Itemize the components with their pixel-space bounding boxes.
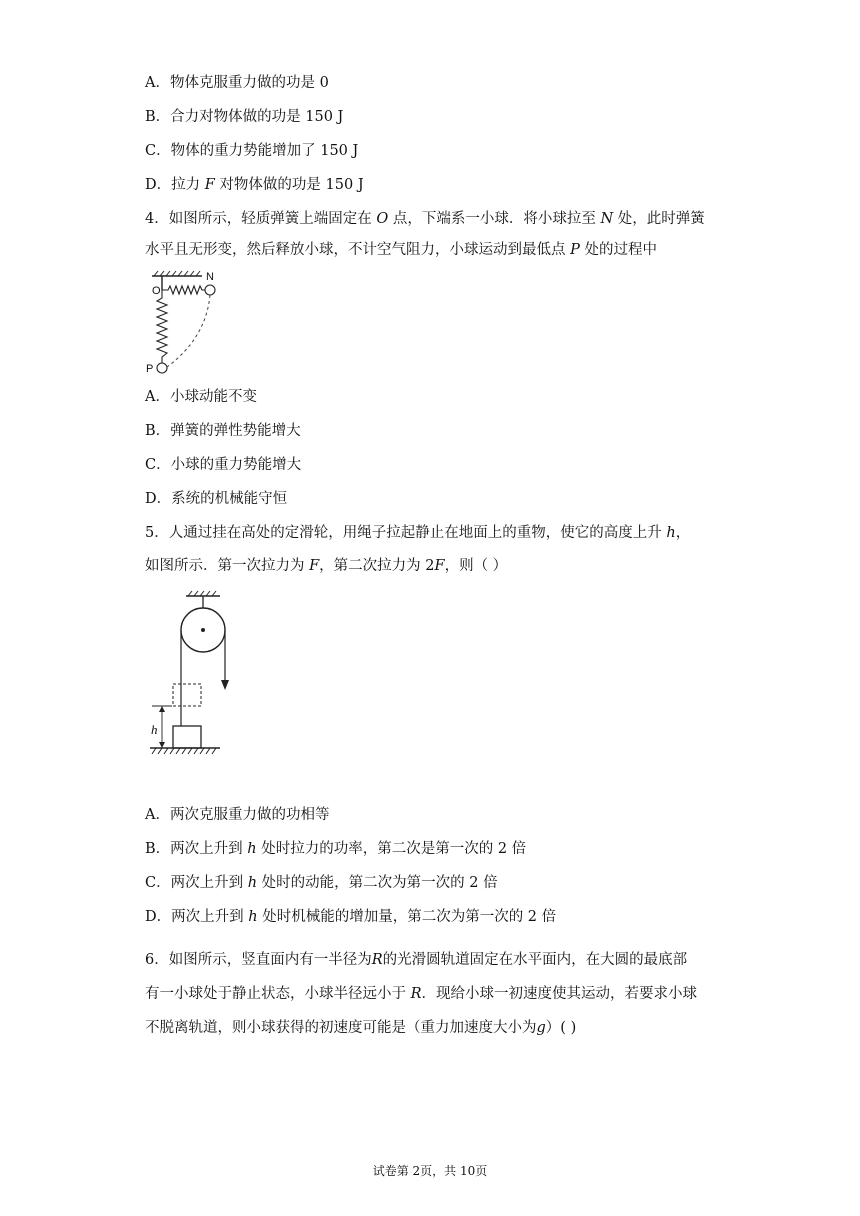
q4-option-d: D．系统的机械能守恒 xyxy=(145,491,288,507)
q4-label-o: O xyxy=(152,285,161,297)
q5-option-a: A．两次克服重力做的功相等 xyxy=(145,807,330,823)
q5-label-h: h xyxy=(151,722,158,737)
q5-option-d: D．两次上升到 h 处时机械能的增加量，第二次为第一次的 2 倍 xyxy=(145,909,557,925)
q4-label-p: P xyxy=(146,363,154,375)
arrow-down-icon xyxy=(221,680,229,690)
dashed-box xyxy=(173,684,201,706)
q4-option-c: C．小球的重力势能增大 xyxy=(145,457,302,473)
q5-option-c: C．两次上升到 h 处时的动能，第二次为第一次的 2 倍 xyxy=(145,875,498,891)
q4-label-n: N xyxy=(206,271,214,283)
q5-pulley-figure xyxy=(140,588,260,762)
q4-option-b: B．弹簧的弹性势能增大 xyxy=(145,423,301,439)
q5-stem-line2: 如图所示．第一次拉力为 F，第二次拉力为 2F，则（ ） xyxy=(145,558,508,574)
weight-box xyxy=(173,726,201,748)
q4-stem-line2: 水平且无形变，然后释放小球，不计空气阻力，小球运动到最低点 P 处的过程中 xyxy=(145,242,657,258)
q5-stem-line1: 5．人通过挂在高处的定滑轮，用绳子拉起静止在地面上的重物，使它的高度上升 h， xyxy=(145,525,691,541)
dashed-trajectory xyxy=(167,295,210,367)
q4-stem-line1: 4．如图所示，轻质弹簧上端固定在 O 点，下端系一小球．将小球拉至 N 处，此时弹簧 xyxy=(145,211,705,227)
q3-option-a: A．物体克服重力做的功是 0 xyxy=(145,75,329,91)
ball-at-p xyxy=(157,363,167,373)
q6-stem-line2: 有一小球处于静止状态，小球半径远小于 R．现给小球一初速度使其运动，若要求小球 xyxy=(145,986,698,1002)
ball-at-n xyxy=(205,285,215,295)
q3-option-c: C．物体的重力势能增加了 150 J xyxy=(145,143,359,159)
q4-option-a: A．小球动能不变 xyxy=(145,389,257,405)
q6-stem-line1: 6．如图所示，竖直面内有一半径为R的光滑圆轨道固定在水平面内，在大圆的最底部 xyxy=(145,952,688,968)
vertical-spring xyxy=(157,290,167,363)
q5-option-b: B．两次上升到 h 处时拉力的功率，第二次是第一次的 2 倍 xyxy=(145,841,527,857)
q6-stem-line3: 不脱离轨道，则小球获得的初速度可能是（重力加速度大小为g）( ) xyxy=(145,1020,577,1036)
q3-option-d: D．拉力 F 对物体做的功是 150 J xyxy=(145,177,364,193)
q3-option-b: B．合力对物体做的功是 150 J xyxy=(145,109,344,125)
q4-spring-figure xyxy=(140,268,230,380)
horizontal-spring xyxy=(162,286,205,294)
page-footer: 试卷第 2页，共 10页 xyxy=(372,1164,488,1178)
